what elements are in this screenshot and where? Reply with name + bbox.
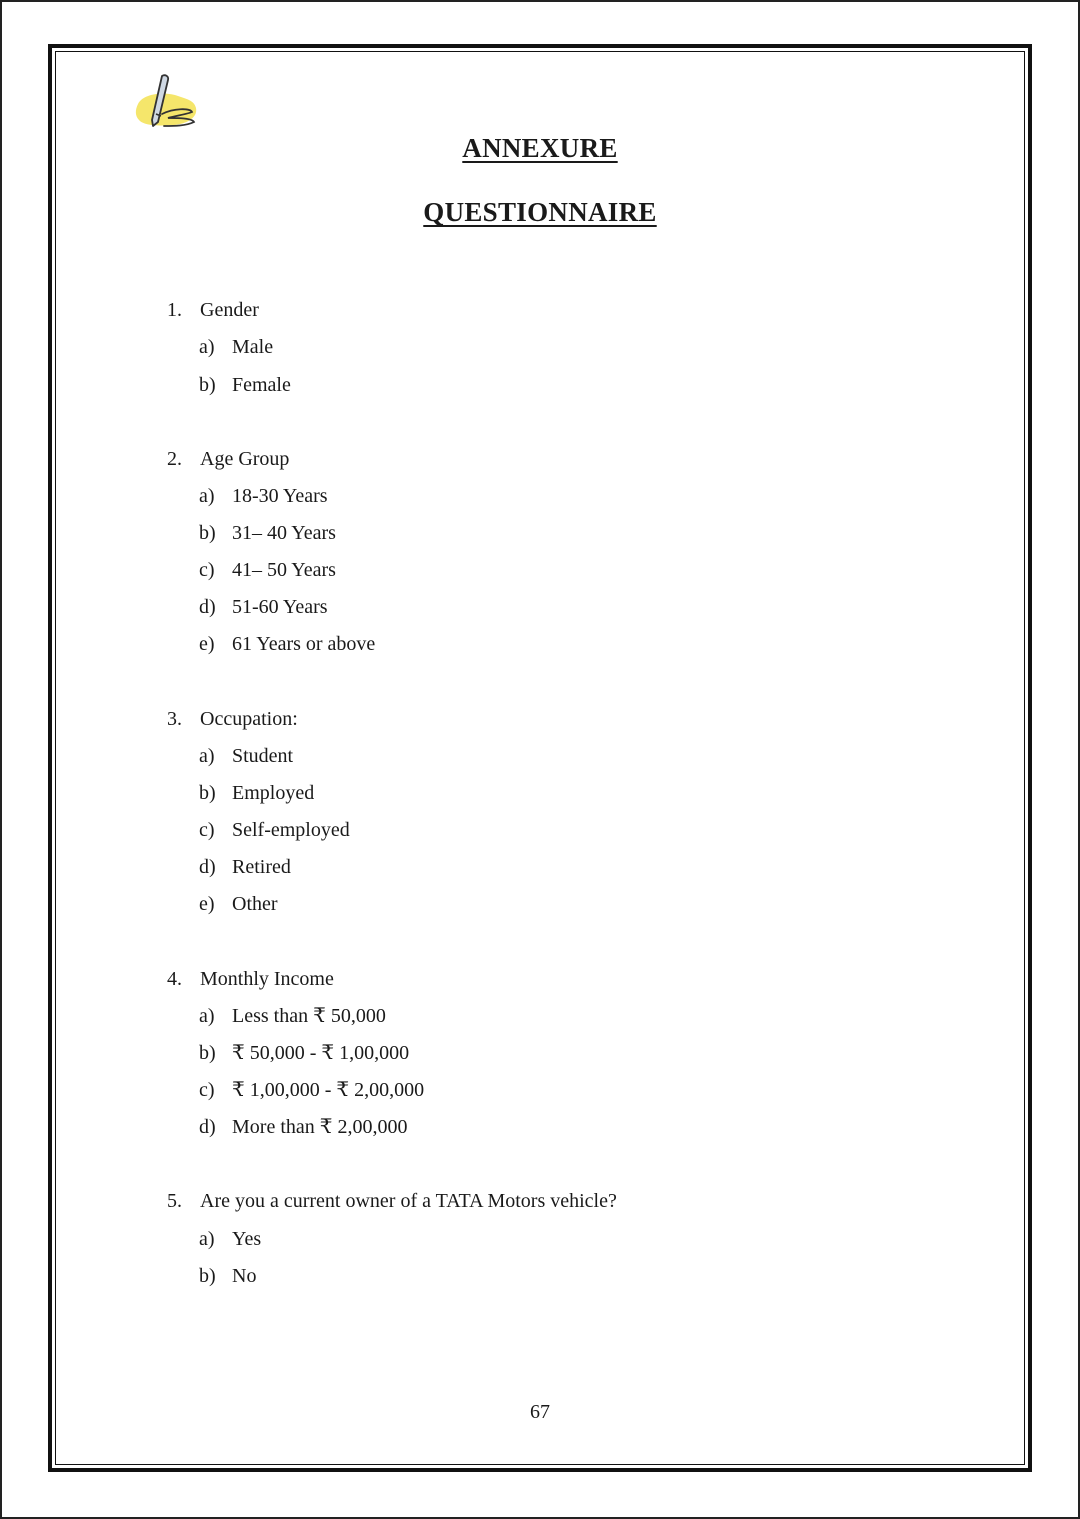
option-item xyxy=(199,595,328,619)
option-item xyxy=(199,558,336,582)
question-1 xyxy=(167,298,259,322)
option-item xyxy=(199,1078,424,1102)
option-letter: b) xyxy=(199,522,216,544)
option-item xyxy=(199,781,314,805)
option-letter: b) xyxy=(199,1042,216,1064)
question-text: Age Group xyxy=(200,448,290,470)
option-item xyxy=(199,855,291,879)
option-letter: b) xyxy=(199,374,216,396)
option-letter: b) xyxy=(199,1265,216,1287)
option-item xyxy=(199,484,328,508)
option-letter: d) xyxy=(199,596,216,618)
question-text: Are you a current owner of a TATA Motors vehicle? xyxy=(200,1190,617,1212)
option-text: Self-employed xyxy=(232,819,350,841)
option-letter: b) xyxy=(199,782,216,804)
option-text: Retired xyxy=(232,856,291,878)
option-text: Employed xyxy=(232,782,315,804)
option-item xyxy=(199,632,375,656)
option-text: ₹ 1,00,000 - ₹ 2,00,000 xyxy=(232,1079,425,1101)
option-letter: a) xyxy=(199,1228,215,1250)
question-number: 4. xyxy=(167,968,182,990)
option-item xyxy=(199,335,273,359)
option-item xyxy=(199,1004,386,1028)
question-4 xyxy=(167,967,334,991)
option-letter: a) xyxy=(199,485,215,507)
option-text: Male xyxy=(232,336,274,358)
question-text: Gender xyxy=(200,299,259,321)
option-text: 51-60 Years xyxy=(232,596,328,618)
option-letter: a) xyxy=(199,745,215,767)
option-text: 18-30 Years xyxy=(232,485,328,507)
option-text: ₹ 50,000 - ₹ 1,00,000 xyxy=(232,1042,410,1064)
option-item xyxy=(199,892,278,916)
option-item xyxy=(199,1227,261,1251)
option-letter: c) xyxy=(199,559,215,581)
option-text: No xyxy=(232,1265,257,1287)
question-number: 3. xyxy=(167,708,182,730)
pen-writing-icon xyxy=(134,70,204,132)
question-5 xyxy=(167,1189,617,1213)
page-subheading: QUESTIONNAIRE xyxy=(423,197,657,227)
question-number: 1. xyxy=(167,299,182,321)
option-letter: e) xyxy=(199,633,215,655)
page-heading: ANNEXURE xyxy=(462,133,618,163)
page-number: 67 xyxy=(530,1401,550,1423)
option-letter: d) xyxy=(199,1116,216,1138)
option-text: More than ₹ 2,00,000 xyxy=(232,1116,408,1138)
option-letter: a) xyxy=(199,336,215,358)
question-text: Occupation: xyxy=(200,708,298,730)
option-item xyxy=(199,1264,256,1288)
option-letter: a) xyxy=(199,1005,215,1027)
option-letter: c) xyxy=(199,819,215,841)
option-text: 61 Years or above xyxy=(232,633,376,655)
option-text: 31– 40 Years xyxy=(232,522,336,544)
question-number: 2. xyxy=(167,448,182,470)
option-text: Female xyxy=(232,374,291,396)
option-text: Student xyxy=(232,745,294,767)
option-item xyxy=(199,373,291,397)
question-3 xyxy=(167,707,298,731)
option-text: 41– 50 Years xyxy=(232,559,336,581)
question-2 xyxy=(167,447,289,471)
option-text: Other xyxy=(232,893,278,915)
option-letter: c) xyxy=(199,1079,215,1101)
option-letter: d) xyxy=(199,856,216,878)
option-letter: e) xyxy=(199,893,215,915)
option-item xyxy=(199,1115,407,1139)
option-item xyxy=(199,818,350,842)
option-text: Yes xyxy=(232,1228,262,1250)
option-item xyxy=(199,1041,409,1065)
option-text: Less than ₹ 50,000 xyxy=(232,1005,386,1027)
option-item xyxy=(199,521,336,545)
question-number: 5. xyxy=(167,1190,182,1212)
option-item xyxy=(199,744,293,768)
question-text: Monthly Income xyxy=(200,968,334,990)
